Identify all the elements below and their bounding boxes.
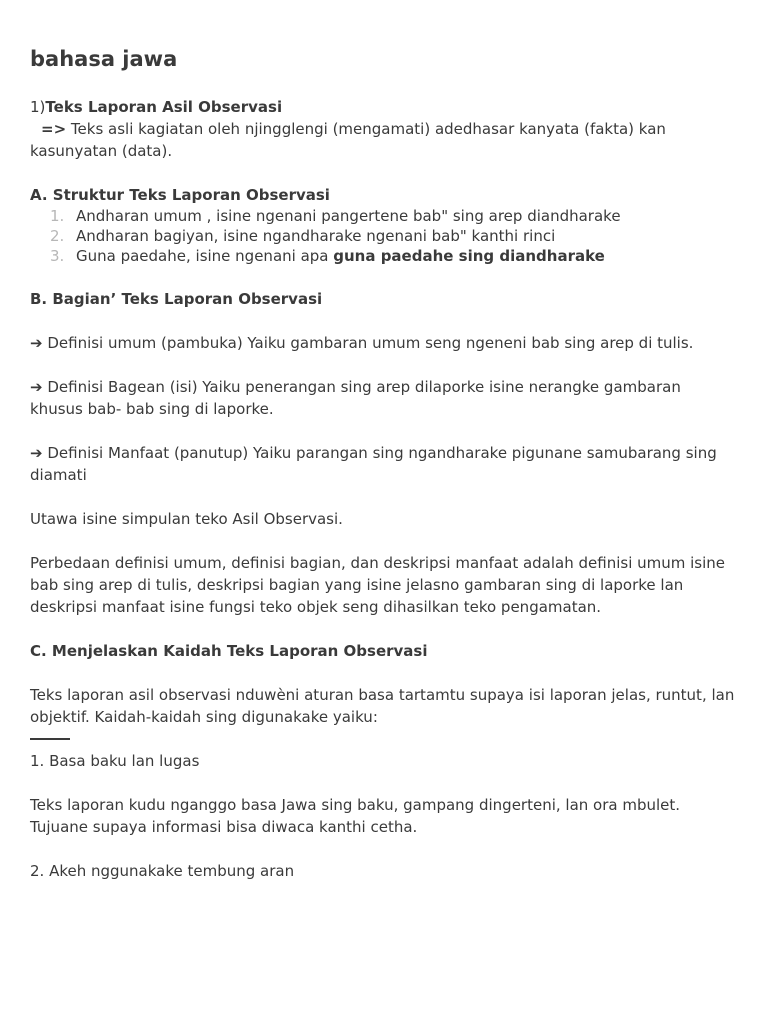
list-item: [50, 206, 738, 226]
list-item-bold-text: guna paedahe sing diandharake: [333, 247, 605, 265]
section-c-heading: C. Menjelaskan Kaidah Teks Laporan Observasi: [30, 642, 428, 660]
utawa-paragraph: Utawa isine simpulan teko Asil Observasi.: [30, 510, 343, 528]
horizontal-rule: [30, 738, 70, 740]
section-c-intro: Teks laporan asil observasi nduwèni aturan basa tartamtu supaya isi laporan jelas, runtut, lan objektif. Kaidah-kaidah sing digunakake yaiku:: [30, 686, 735, 726]
list-number: 3.: [50, 247, 65, 265]
section-a-heading: A. Struktur Teks Laporan Observasi: [30, 186, 330, 204]
definition-manfaat: ➔ Definisi Manfaat (panutup) Yaiku parangan sing ngandharake pigunane samubarang sing diamati: [30, 444, 717, 484]
list-item: [50, 226, 738, 246]
arrow-marker: =>: [41, 120, 67, 138]
section-b-heading: B. Bagian’ Teks Laporan Observasi: [30, 290, 323, 308]
document-title: bahasa jawa: [30, 47, 178, 71]
list-item: [50, 246, 738, 266]
list-item-text: Andharan umum , isine ngenani pangertene bab" sing arep diandharake: [76, 207, 621, 225]
section-1-number: 1): [30, 98, 46, 116]
perbedaan-paragraph: Perbedaan definisi umum, definisi bagian, dan deskripsi manfaat adalah definisi umum isine bab sing arep di tulis, deskripsi bagian yang isine jelasno gambaran sing di laporke lan deskripsi manfaat isine fungsi teko objek seng dihasilkan teko pengamatan.: [30, 554, 726, 616]
structure-list: [30, 206, 738, 266]
section-1-heading: Teks Laporan Asil Observasi: [45, 98, 283, 116]
list-item-text: Andharan bagiyan, isine ngandharake ngenani bab" kanthi rinci: [76, 227, 556, 245]
list-number: 2.: [50, 227, 65, 245]
definition-umum: ➔ Definisi umum (pambuka) Yaiku gambaran umum seng ngeneni bab sing arep di tulis.: [30, 334, 694, 352]
list-number: 1.: [50, 207, 65, 225]
section-1-definition: [30, 118, 738, 162]
kaidah-1-text: Teks laporan kudu nganggo basa Jawa sing baku, gampang dingerteni, lan ora mbulet. Tujuane supaya informasi bisa diwaca kanthi cetha.: [30, 796, 681, 836]
definition-bagean: ➔ Definisi Bagean (isi) Yaiku penerangan sing arep dilaporke isine nerangke gambaran khusus bab- bab sing di laporke.: [30, 378, 681, 418]
list-item-text: Guna paedahe, isine ngenani apa: [76, 247, 334, 265]
kaidah-2-title: 2. Akeh nggunakake tembung aran: [30, 862, 295, 880]
section-1-definition-text: Teks asli kagiatan oleh njingglengi (mengamati) adedhasar kanyata (fakta) kan kasunyatan (data).: [30, 120, 666, 160]
section-1-heading-line: [30, 96, 738, 118]
kaidah-1-title: 1. Basa baku lan lugas: [30, 752, 200, 770]
